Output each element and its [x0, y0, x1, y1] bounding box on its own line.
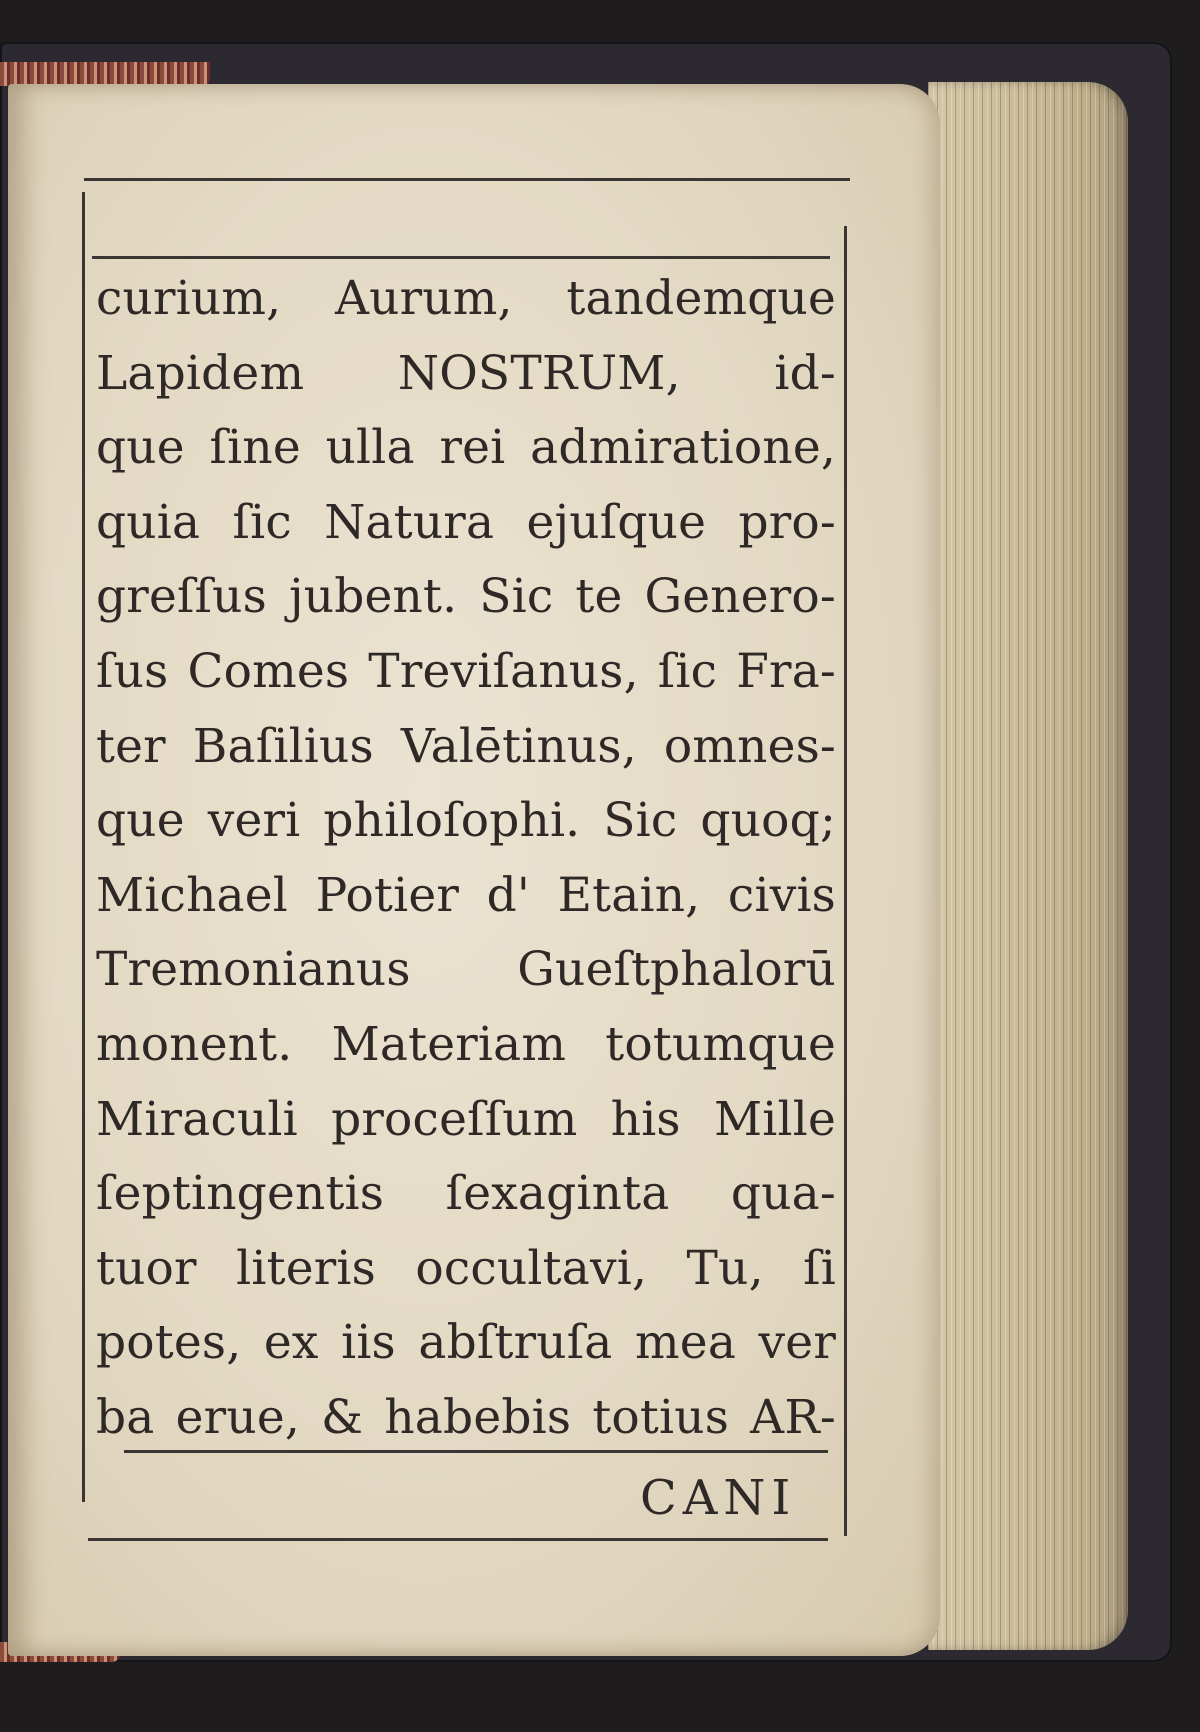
- text-line: Michael Potier d' Etain, civis: [96, 867, 836, 923]
- page-fore-edge: [928, 82, 1128, 1650]
- text-line: Lapidem NOSTRUM, id-: [96, 345, 836, 401]
- text-line: ſeptingentis ſexaginta qua-: [96, 1166, 836, 1222]
- bottom-rule-outer: [88, 1538, 828, 1541]
- text-line: monent. Materiam totumque: [96, 1016, 836, 1072]
- text-line: greſſus jubent. Sic te Genero-: [96, 569, 836, 625]
- right-frame-rule: [844, 226, 847, 1536]
- text-line: que ſine ulla rei admiratione,: [96, 420, 836, 476]
- page-text: [96, 262, 836, 1456]
- text-line: que veri philoſophi. Sic quoq;: [96, 793, 836, 849]
- text-line: ba erue, & habebis totius AR-: [96, 1389, 836, 1445]
- left-frame-rule: [82, 192, 85, 1502]
- text-line: quia ſic Natura ejuſque pro-: [96, 494, 836, 550]
- text-line: Tremonianus Gueſtphalorū: [96, 942, 836, 998]
- text-line: Miraculi proceſſum his Mille: [96, 1091, 836, 1147]
- headband-top: [0, 62, 210, 86]
- text-line: ſus Comes Treviſanus, ſic Fra-: [96, 643, 836, 699]
- text-line: ter Baſilius Valētinus, omnes-: [96, 718, 836, 774]
- text-line: potes, ex iis abſtruſa mea ver: [96, 1315, 836, 1371]
- text-line: tuor literis occultavi, Tu, ſi: [96, 1240, 836, 1296]
- text-line: curium, Aurum, tandemque: [96, 271, 836, 326]
- top-rule-outer: [84, 178, 850, 181]
- catchword: CANI: [640, 1470, 797, 1526]
- top-rule-inner: [92, 256, 830, 259]
